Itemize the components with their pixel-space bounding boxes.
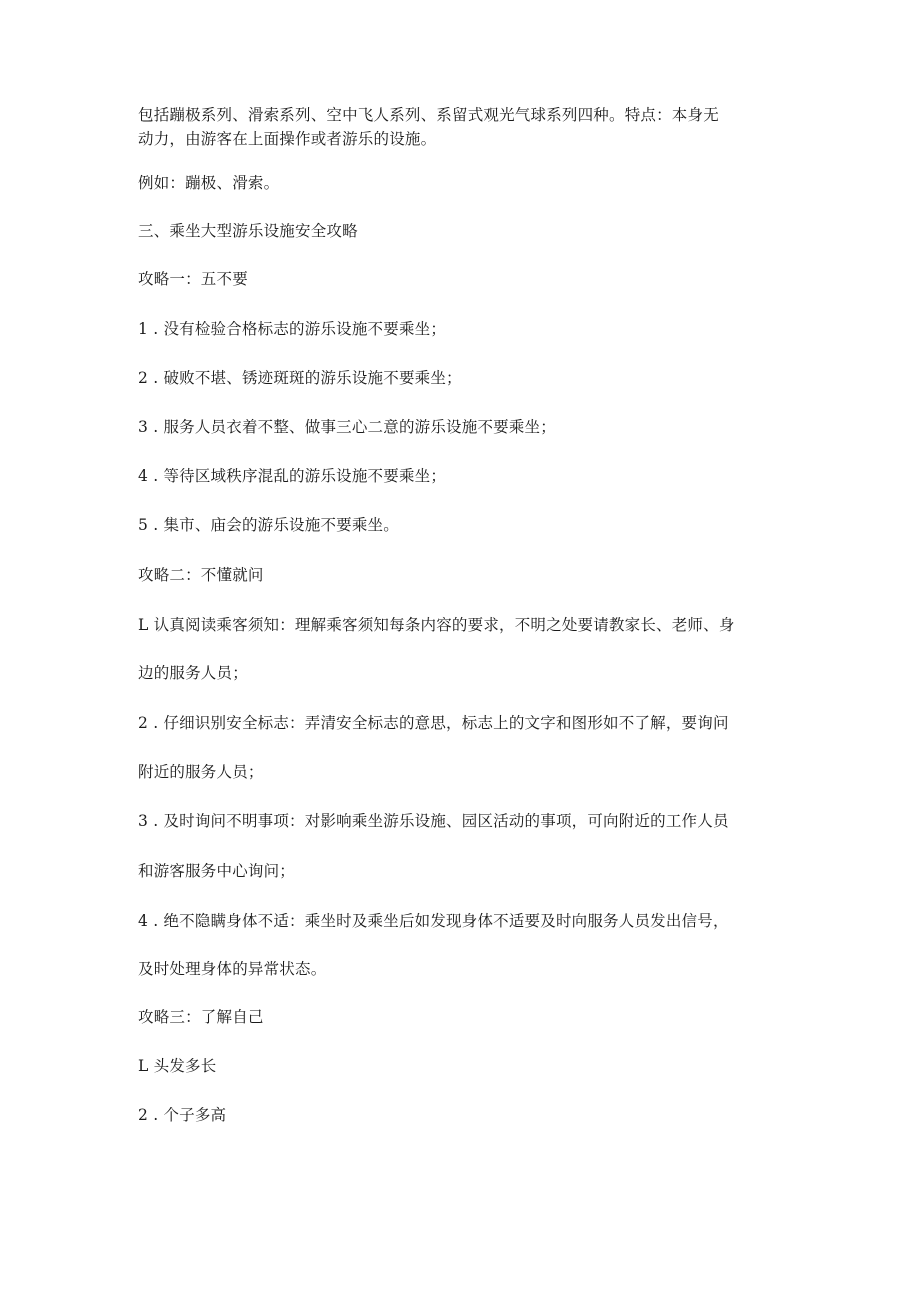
- strategy-1-heading: 攻略一：五不要: [138, 270, 248, 288]
- strategy-3-item: L 头发多长: [138, 1057, 217, 1075]
- strategy-2-heading: 攻略二：不懂就问: [138, 566, 264, 584]
- strategy-2-item-line-1: L 认真阅读乘客须知：理解乘客须知每条内容的要求，不明之处要请教家长、老师、身: [138, 616, 735, 634]
- strategy-1-item: 1 . 没有检验合格标志的游乐设施不要乘坐；: [138, 320, 447, 338]
- example-line: 例如：蹦极、滑索。: [138, 174, 280, 192]
- strategy-2-item-line-1: 3 . 及时询问不明事项：对影响乘坐游乐设施、园区活动的事项，可向附近的工作人员: [138, 812, 729, 830]
- strategy-1-item: 5 . 集市、庙会的游乐设施不要乘坐。: [138, 516, 399, 534]
- strategy-2-item-line-1: 4 . 绝不隐瞒身体不适：乘坐时及乘坐后如发现身体不适要及时向服务人员发出信号，: [138, 912, 729, 930]
- strategy-2-item-line-2: 边的服务人员；: [138, 664, 248, 682]
- strategy-1-item: 4 . 等待区域秩序混乱的游乐设施不要乘坐；: [138, 467, 447, 485]
- strategy-2-item-line-2: 附近的服务人员；: [138, 763, 264, 781]
- strategy-3-item: 2 . 个子多高: [138, 1106, 227, 1124]
- strategy-3-heading: 攻略三：了解自己: [138, 1008, 264, 1026]
- intro-paragraph-line-1: 包括蹦极系列、滑索系列、空中飞人系列、系留式观光气球系列四种。特点：本身无: [138, 106, 719, 124]
- strategy-2-item-line-1: 2 . 仔细识别安全标志：弄清安全标志的意思，标志上的文字和图形如不了解，要询问: [138, 714, 729, 732]
- strategy-1-item: 2 . 破败不堪、锈迹斑斑的游乐设施不要乘坐；: [138, 369, 462, 387]
- strategy-2-item-line-2: 及时处理身体的异常状态。: [138, 960, 327, 978]
- strategy-2-item-line-2: 和游客服务中心询问；: [138, 862, 296, 880]
- section-heading: 三、乘坐大型游乐设施安全攻略: [138, 222, 358, 240]
- intro-paragraph-line-2: 动力，由游客在上面操作或者游乐的设施。: [138, 130, 437, 148]
- strategy-1-item: 3 . 服务人员衣着不整、做事三心二意的游乐设施不要乘坐；: [138, 418, 556, 436]
